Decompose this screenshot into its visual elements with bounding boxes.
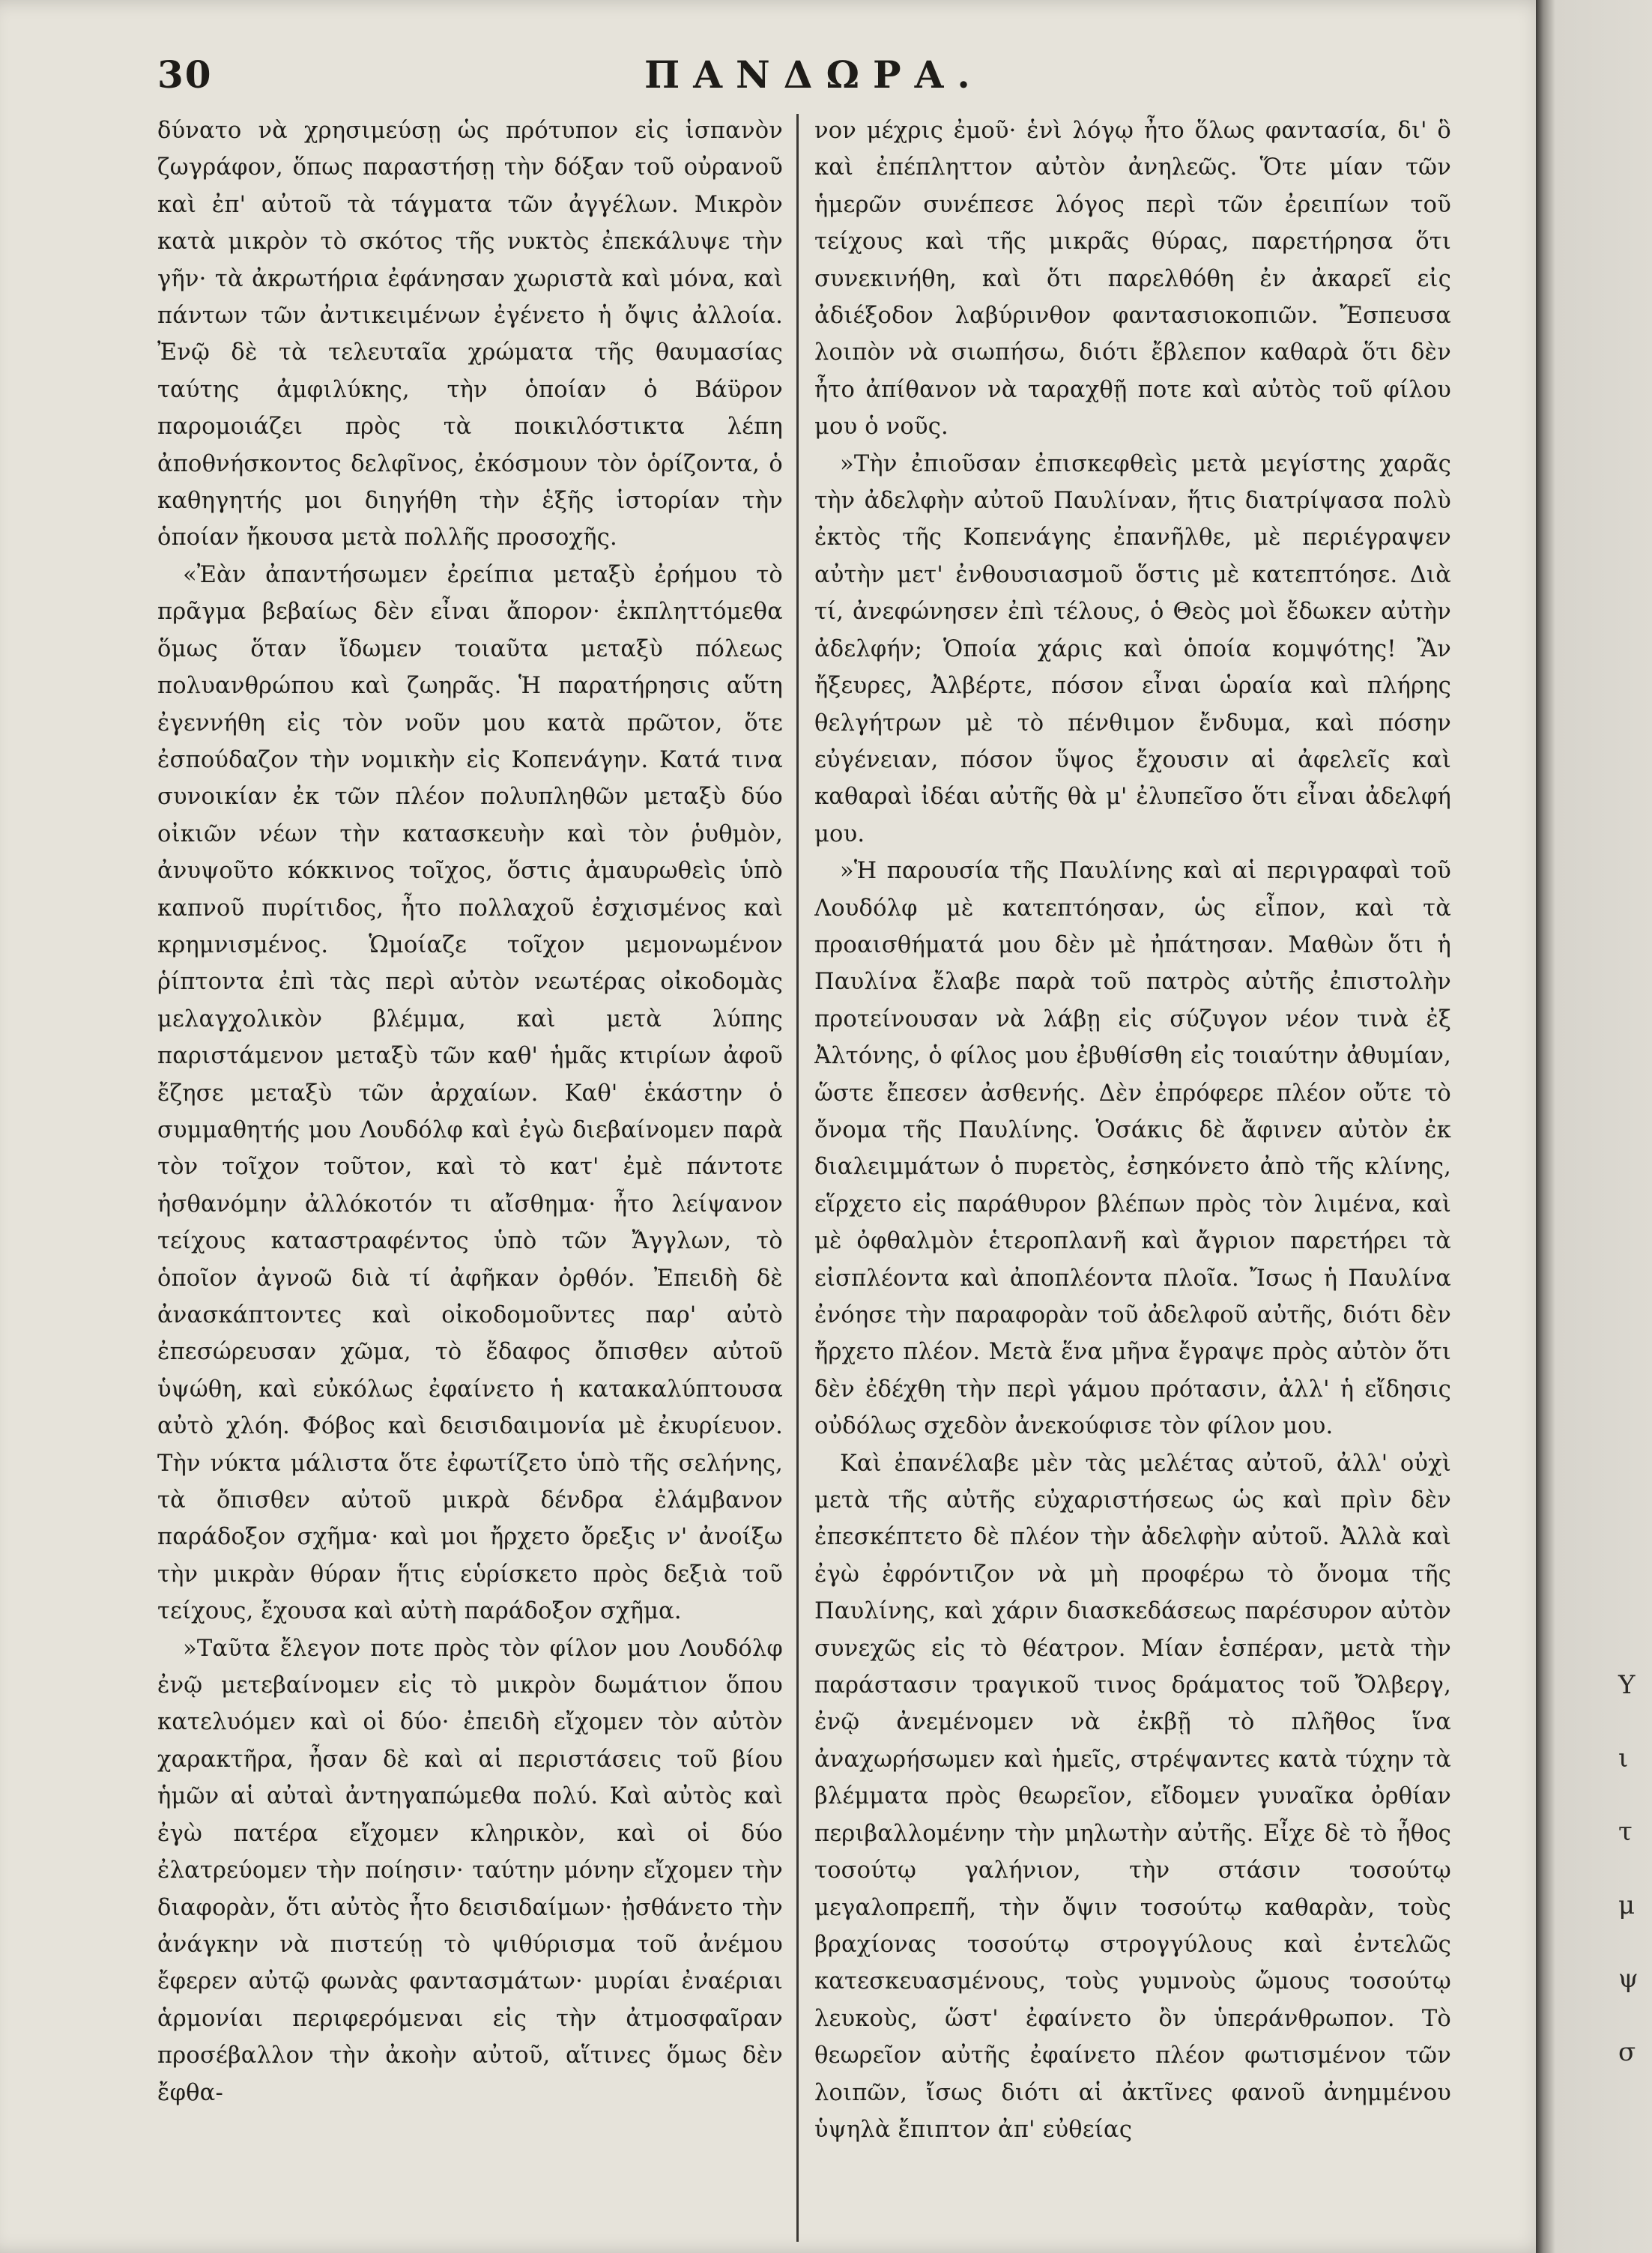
margin-fragment: ι	[1618, 1744, 1629, 1773]
facing-page-fragments	[1618, 1648, 1648, 2089]
paragraph: νον μέχρις ἐμοῦ· ἑνὶ λόγῳ ἦτο ὅλως φαντασία, δι' ὃ καὶ ἐπέπληττον αὐτὸν ἀνηλεῶς. Ὅτε μίαν τῶν ἡμερῶν συνέπεσε λόγος περὶ τῶν ἐρειπίων τοῦ τείχους καὶ τῆς μικρᾶς θύρας, παρετήρησα ὅτι συνεκινήθη, καὶ ὅτι παρελθόθη ἐν ἀκαρεῖ εἰς ἀδιέξοδον λαβύρινθον φαντασιοκοπιῶν. Ἔσπευσα λοιπὸν νὰ σιωπήσω, διότι ἔβλεπον καθαρὰ ὅτι δὲν ἦτο ἀπίθανον νὰ ταραχθῇ ποτε καὶ αὐτὸς τοῦ φίλου μου ὁ νοῦς.	[814, 118, 1451, 441]
paragraph: »Τὴν ἐπιοῦσαν ἐπισκεφθεὶς μετὰ μεγίστης χαρᾶς τὴν ἀδελφὴν αὐτοῦ Παυλίναν, ἥτις διατρίψασα πολὺ ἐκτὸς τῆς Κοπενάγης ἐπανῆλθε, μὲ περιέγραψεν αὐτὴν μετ' ἐνθουσιασμοῦ ὅστις μὲ κατεπτόησε. Διὰ τί, ἀνεφώνησεν ἐπὶ τέλους, ὁ Θεὸς μοὶ ἔδωκεν αὐτὴν ἀδελφήν; Ὁποία χάρις καὶ ὁποία κομψότης! Ἂν ἤξευρες, Ἀλβέρτε, πόσον εἶναι ὡραία καὶ πλήρης θελγήτρων μὲ τὸ πένθιμον ἔνδυμα, καὶ πόσην εὐγένειαν, πόσον ὕψος ἔχουσιν αἱ ἀφελεῖς καὶ καθαραὶ ἰδέαι αὐτῆς θὰ μ' ἐλυπεῖσο ὅτι εἶναι ἀδελφή μου.	[814, 450, 1451, 847]
margin-fragment: σ	[1618, 2037, 1636, 2067]
paragraph: «Ἐὰν ἀπαντήσωμεν ἐρείπια μεταξὺ ἐρήμου τὸ πρᾶγμα βεβαίως δὲν εἶναι ἄπορον· ἐκπληττόμεθα ὅμως ὅταν ἴδωμεν τοιαῦτα μεταξὺ πόλεως πολυανθρώπου καὶ ζωηρᾶς. Ἡ παρατήρησις αὕτη ἐγεννήθη εἰς τὸν νοῦν μου κατὰ πρῶτον, ὅτε ἐσπούδαζον τὴν νομικὴν εἰς Κοπενάγην. Κατά τινα συνοικίαν ἐκ τῶν πλέον πολυπληθῶν μεταξὺ δύο οἰκιῶν νέων τὴν κατασκευὴν καὶ τὸν ῥυθμὸν, ἀνυψοῦτο κόκκινος τοῖχος, ὅστις ἀμαυρωθεὶς ὑπὸ καπνοῦ πυρίτιδος, ἦτο πολλαχοῦ ἐσχισμένος καὶ κρημνισμένος. Ὡμοίαζε τοῖχον μεμονωμένον ῥίπτοντα ἐπὶ τὰς περὶ αὐτὸν νεωτέρας οἰκοδομὰς μελαγχολικὸν βλέμμα, καὶ μετὰ λύπης παριστάμενον μεταξὺ τῶν καθ' ἡμᾶς κτιρίων ἀφοῦ ἔζησε μεταξὺ τῶν ἀρχαίων. Καθ' ἑκάστην ὁ συμμαθητής μου Λουδόλφ καὶ ἐγὼ διεβαίνομεν παρὰ τὸν τοῖχον τοῦτον, καὶ τὸ κατ' ἐμὲ πάντοτε ἠσθανόμην ἀλλόκοτόν τι αἴσθημα· ἦτο λείψανον τείχους καταστραφέντος ὑπὸ τῶν Ἄγγλων, τὸ ὁποῖον ἀγνοῶ διὰ τί ἀφῆκαν ὀρθόν. Ἐπειδὴ δὲ ἀνασκάπτοντες καὶ οἰκοδομοῦντες παρ' αὐτὸ ἐπεσώρευσαν χῶμα, τὸ ἔδαφος ὄπισθεν αὐτοῦ ὑψώθη, καὶ εὐκόλως ἐφαίνετο ἡ κατακαλύπτουσα αὐτὸ χλόη. Φόβος καὶ δεισιδαιμονία μὲ ἐκυρίευον. Τὴν νύκτα μάλιστα ὅτε ἐφωτίζετο ὑπὸ τῆς σελήνης, τὰ ὄπισθεν αὐτοῦ μικρὰ δένδρα ἐλάμβανον παράδοξον σχῆμα· καὶ μοι ἤρχετο ὄρεξις ν' ἀνοίξω τὴν μικρὰν θύραν ἥτις εὑρίσκετο πρὸς δεξιὰ τοῦ τείχους, ἔχουσα καὶ αὐτὴ παράδοξον σχῆμα.	[157, 561, 783, 1625]
page-number: 30	[157, 52, 213, 97]
paragraph: »Ταῦτα ἔλεγον ποτε πρὸς τὸν φίλον μου Λουδόλφ ἐνῷ μετεβαίνομεν εἰς τὸ μικρὸν δωμάτιον ὅπου κατελυόμεν καὶ οἱ δύο· ἐπειδὴ εἴχομεν τὸν αὐτὸν χαρακτῆρα, ἦσαν δὲ καὶ αἱ περιστάσεις τοῦ βίου ἡμῶν αἱ αὐταὶ ἀντηγαπώμεθα πολύ. Καὶ αὐτὸς καὶ ἐγὼ πατέρα εἴχομεν κληρικὸν, καὶ οἱ δύο ἐλατρεύομεν τὴν ποίησιν· ταύτην μόνην εἴχομεν τὴν διαφορὰν, ὅτι αὐτὸς ἦτο δεισιδαίμων· ᾐσθάνετο τὴν ἀνάγκην νὰ πιστεύῃ τὸ ψιθύρισμα τοῦ ἀνέμου ἔφερεν αὐτῷ φωνὰς φαντασμάτων· μυρίαι ἐναέριαι ἁρμονίαι περιφερόμεναι εἰς τὴν ἀτμοσφαῖραν προσέβαλλον τὴν ἀκοὴν αὐτοῦ, αἵτινες ὅμως δὲν ἔφθα-	[157, 1635, 783, 2106]
paragraph: »Ἡ παρουσία τῆς Παυλίνης καὶ αἱ περιγραφαὶ τοῦ Λουδόλφ μὲ κατεπτόησαν, ὡς εἶπον, καὶ τὰ προαισθήματά μου δὲν μὲ ἠπάτησαν. Μαθὼν ὅτι ἡ Παυλίνα ἔλαβε παρὰ τοῦ πατρὸς αὐτῆς ἐπιστολὴν προτείνουσαν νὰ λάβῃ εἰς σύζυγον νέον τινὰ ἐξ Ἀλτόνης, ὁ φίλος μου ἐβυθίσθη εἰς τοιαύτην ἀθυμίαν, ὥστε ἔπεσεν ἀσθενής. Δὲν ἐπρόφερε πλέον οὔτε τὸ ὄνομα τῆς Παυλίνης. Ὁσάκις δὲ ἄφινεν αὐτὸν ἐκ διαλειμμάτων ὁ πυρετὸς, ἐσηκόνετο ἀπὸ τῆς κλίνης, εἵρχετο εἰς παράθυρον βλέπων πρὸς τὸν λιμένα, καὶ μὲ ὀφθαλμὸν ἑτεροπλανῆ καὶ ἄγριον παρετήρει τὰ εἰσπλέοντα καὶ ἀποπλέοντα πλοῖα. Ἴσως ἡ Παυλίνα ἐνόησε τὴν παραφορὰν τοῦ ἀδελφοῦ αὐτῆς, διότι δὲν ἤρχετο πλέον. Μετὰ ἕνα μῆνα ἔγραψε πρὸς αὐτὸν ὅτι δὲν ἐδέχθη τὴν περὶ γάμου πρότασιν, ἀλλ' ἡ εἴδησις οὐδόλως σχεδὸν ἀνεκούφισε τὸν φίλον μου.	[814, 858, 1451, 1440]
paragraph: Καὶ ἐπανέλαβε μὲν τὰς μελέτας αὐτοῦ, ἀλλ' οὐχὶ μετὰ τῆς αὐτῆς εὐχαριστήσεως ὡς καὶ πρὶν δὲν ἐπεσκέπτετο δὲ πλέον τὴν ἀδελφὴν αὐτοῦ. Ἀλλὰ καὶ ἐγὼ ἐφρόντιζον νὰ μὴ προφέρω τὸ ὄνομα τῆς Παυλίνης, καὶ χάριν διασκεδάσεως παρέσυρον αὐτὸν συνεχῶς εἰς τὸ θέατρον. Μίαν ἑσπέραν, μετὰ τὴν παράστασιν τραγικοῦ τινος δράματος τοῦ Ὄλβεργ, ἐνῷ ἀνεμένομεν νὰ ἐκβῇ τὸ πλῆθος ἵνα ἀναχωρήσωμεν καὶ ἡμεῖς, στρέψαντες κατὰ τύχην τὰ βλέμματα πρὸς θεωρεῖον, εἴδομεν γυναῖκα ὀρθίαν περιβαλλομένην τὴν μηλωτὴν αὐτῆς. Εἶχε δὲ τὸ ἦθος τοσούτῳ γαλήνιον, τὴν στάσιν τοσούτῳ μεγαλοπρεπῆ, τὴν ὄψιν τοσούτῳ καθαρὰν, τοὺς βραχίονας τοσούτῳ στρογγύλους καὶ ἐντελῶς κατεσκευασμένους, τοὺς γυμνοὺς ὤμους τοσούτῳ λευκοὺς, ὥστ' ἐφαίνετο ὂν ὑπεράνθρωπον. Τὸ θεωρεῖον αὐτῆς ἐφαίνετο πλέον φωτισμένον τῶν λοιπῶν, ἴσως διότι αἱ ἀκτῖνες φανοῦ ἀνημμένου ὑψηλὰ ἔπιπτον ἀπ' εὐθείας	[814, 1450, 1451, 2143]
left-column	[157, 112, 783, 2240]
margin-fragment: Υ	[1618, 1670, 1636, 1700]
margin-fragment: μ	[1618, 1890, 1636, 1920]
page-header	[157, 52, 1431, 112]
column-rule	[796, 114, 799, 2242]
margin-fragment: τ	[1618, 1817, 1633, 1847]
paragraph: δύνατο νὰ χρησιμεύσῃ ὡς πρότυπον εἰς ἱσπανὸν ζωγράφον, ὅπως παραστήσῃ τὴν δόξαν τοῦ οὐρανοῦ καὶ ἐπ' αὐτοῦ τὰ τάγματα τῶν ἀγγέλων. Μικρὸν κατὰ μικρὸν τὸ σκότος τῆς νυκτὸς ἐπεκάλυψε τὴν γῆν· τὰ ἀκρωτήρια ἐφάνησαν χωριστὰ καὶ μόνα, καὶ πάντων τῶν ἀντικειμένων ἐγένετο ἡ ὄψις ἀλλοία. Ἐνῷ δὲ τὰ τελευταῖα χρώματα τῆς θαυμασίας ταύτης ἀμφιλύκης, τὴν ὁποίαν ὁ Βάϋρον παρομοιάζει πρὸς τὰ ποικιλόστικτα λέπη ἀποθνήσκοντος δελφῖνος, ἐκόσμουν τὸν ὁρίζοντα, ὁ καθηγητής μοι διηγήθη τὴν ἑξῆς ἱστορίαν τὴν ὁποίαν ἤκουσα μετὰ πολλῆς προσοχῆς.	[157, 118, 783, 551]
running-head: ΠΑΝΔΩΡΑ.	[644, 52, 984, 97]
right-column	[814, 112, 1451, 2240]
margin-fragment: ψ	[1618, 1964, 1639, 1994]
